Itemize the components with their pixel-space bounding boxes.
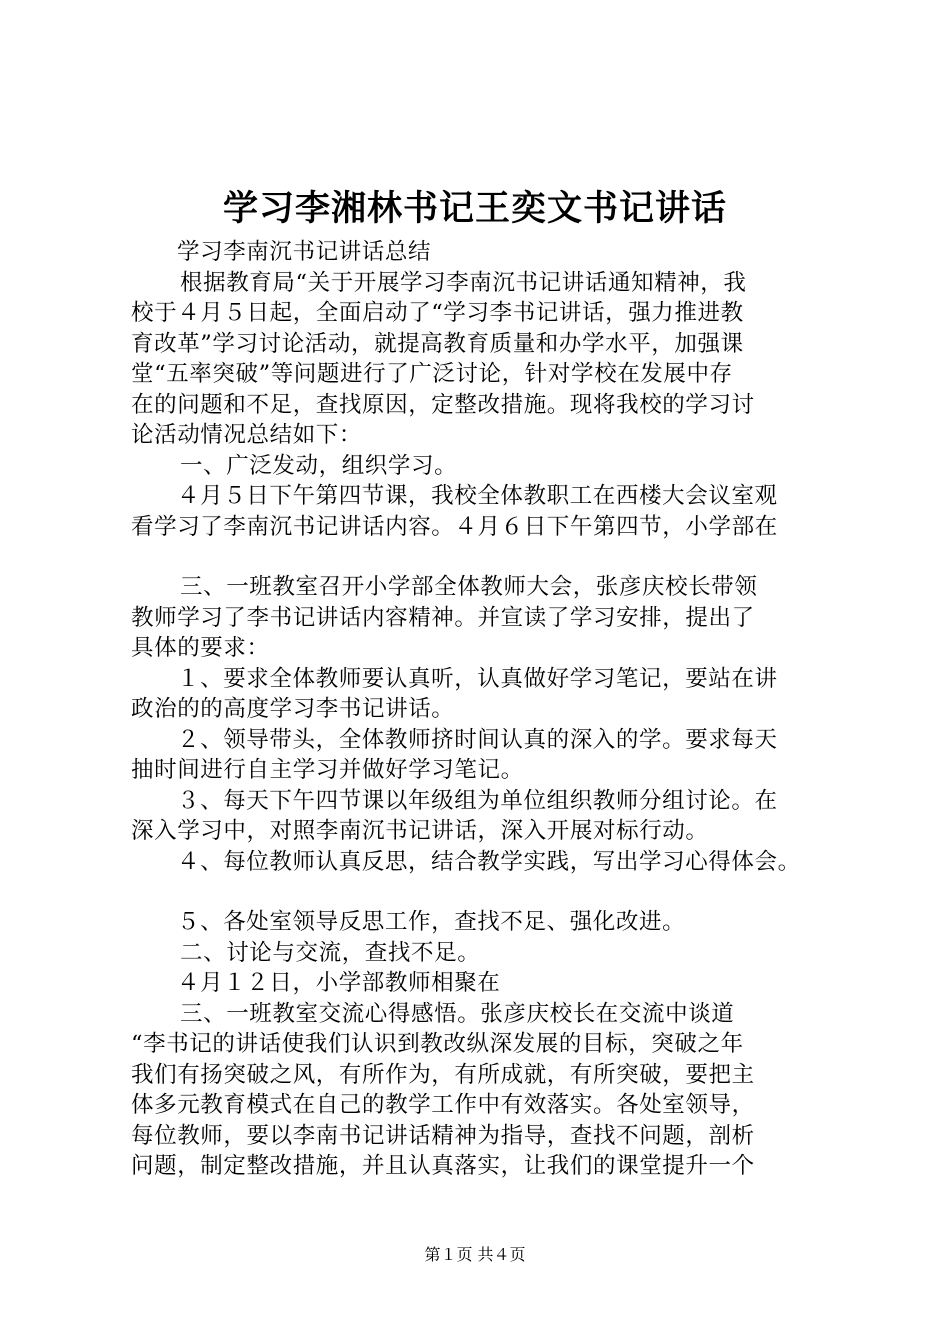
document-body [131,237,851,1182]
text-line: 看学习了李南沉书记讲话内容。４月６日下午第四节，小学部在 [131,513,778,540]
page-footer: 第１页 共４页 [424,1245,526,1264]
text-line: ３、每天下午四节课以年级组为单位组织教师分组讨论。在 [177,787,778,814]
text-line: 政治的的高度学习李书记讲话。 [131,696,455,722]
text-line: ４、每位教师认真反思，结合教学实践，写出学习心得体会。 [177,848,801,875]
text-line: 二、讨论与交流，查找不足。 [180,939,481,966]
text-line: １、要求全体教师要认真听，认真做好学习笔记，要站在讲 [177,665,778,692]
text-line: 抽时间进行自主学习并做好学习笔记。 [131,757,524,783]
text-line: ４月５日下午第四节课，我校全体教职工在西楼大会议室观 [177,483,778,509]
text-line: 体多元教育模式在自己的教学工作中有效落实。各处室领导， [131,1092,755,1118]
text-line: ４月１２日，小学部教师相聚在 [177,970,501,996]
text-line: 校于４月５日起，全面启动了“学习李书记讲话，强力推进教 [131,300,744,326]
paragraph-gap [131,877,851,907]
text-line: 学习李南沉书记讲话总结 [177,239,432,265]
text-line: 在的问题和不足，查找原因，定整改措施。现将我校的学习讨 [131,391,755,418]
text-line: 问题，制定整改措施，并且认真落实，让我们的课堂提升一个 [131,1153,755,1179]
text-line: ２、领导带头，全体教师挤时间认真的深入的学。要求每天 [177,726,778,753]
text-line: 我们有扬突破之风，有所作为，有所成就，有所突破，要把主 [131,1061,755,1088]
text-line: 堂“五率突破”等问题进行了广泛讨论，针对学校在发展中存 [131,361,733,387]
text-line: 一、广泛发动，组织学习。 [180,452,458,479]
text-line: 论活动情况总结如下： [131,422,363,448]
text-line: 三、一班教室召开小学部全体教师大会，张彦庆校长带领 [180,574,758,600]
text-line: 深入学习中，对照李南沉书记讲话，深入开展对标行动。 [131,818,709,844]
text-line: 育改革”学习讨论活动，就提高教育质量和办学水平，加强课 [131,330,744,357]
document-title: 学习李湘林书记王奕文书记讲话 [222,188,727,229]
text-line: 教师学习了李书记讲话内容精神。并宣读了学习安排，提出了 [131,604,755,631]
text-line: 具体的要求： [131,635,270,661]
text-line: 三、一班教室交流心得感悟。张彦庆校长在交流中谈道 [180,1000,735,1027]
text-line: ５、各处室领导反思工作，查找不足、强化改进。 [177,909,686,935]
paragraph-gap [131,542,851,572]
text-line: “李书记的讲话使我们认识到教改纵深发展的目标，突破之年 [131,1031,744,1057]
text-line: 根据教育局“关于开展学习李南沉书记讲话通知精神，我 [180,269,747,296]
text-line: 每位教师，要以李南书记讲话精神为指导，查找不问题，剖析 [131,1122,755,1149]
